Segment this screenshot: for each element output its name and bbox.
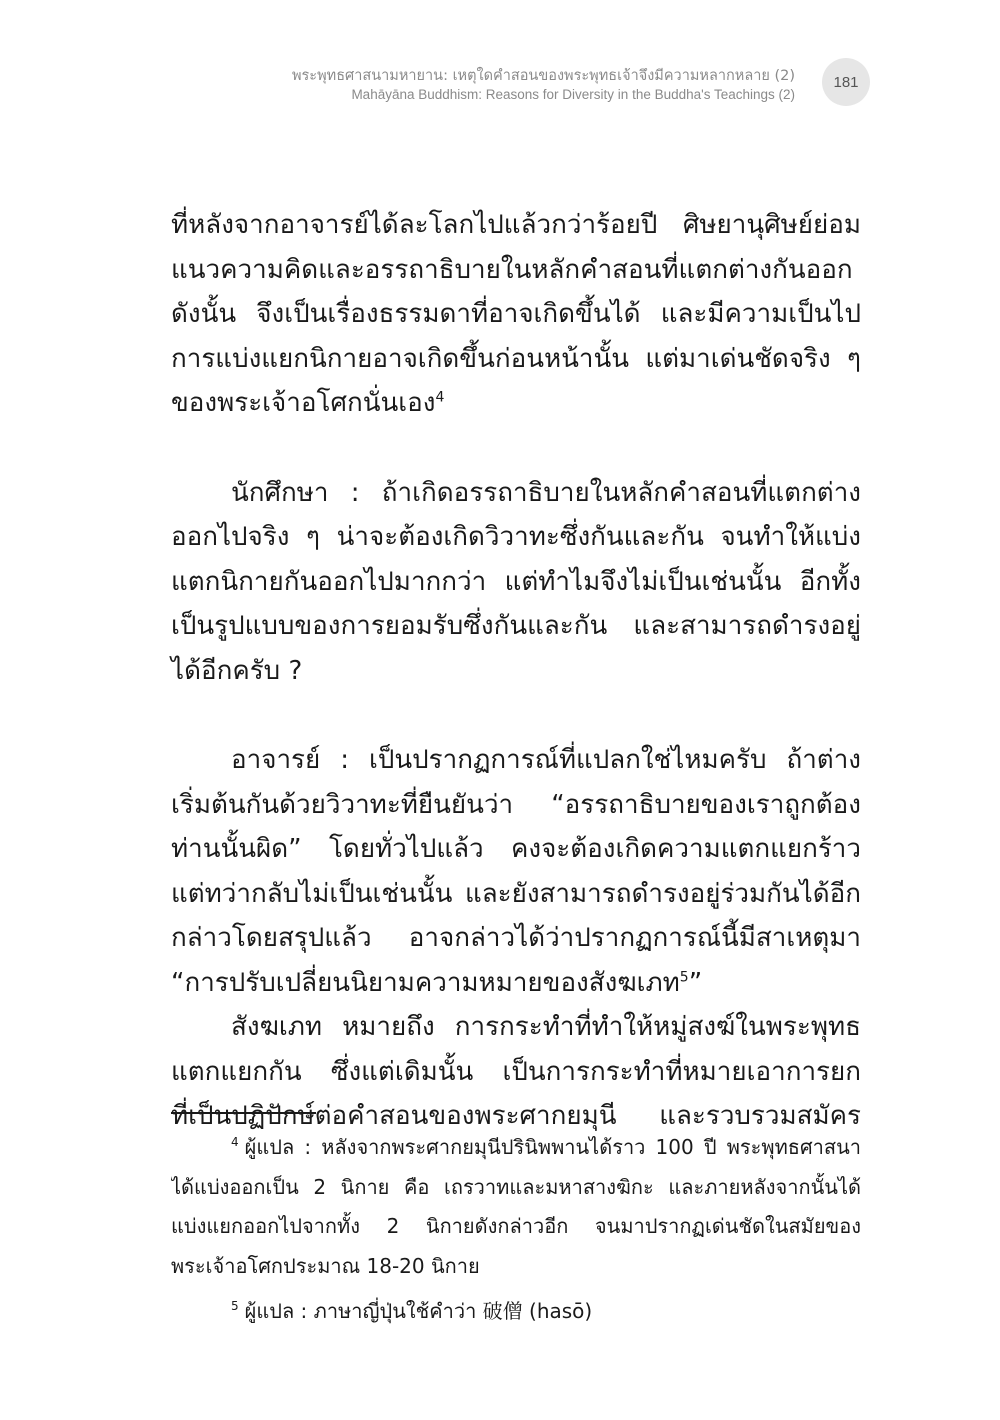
page-number: 181	[833, 73, 859, 91]
page-number-badge	[822, 58, 870, 106]
footnote-line: ได้แบ่งออกเป็น 2 นิกาย คือ เถรวาทและมหาสางฆิกะ และภายหลังจากนั้นได้	[171, 1174, 861, 1199]
paragraph-3	[171, 738, 861, 1005]
running-header-thai: พระพุทธศาสนามหายาน: เหตุใดคำสอนของพระพุทธเจ้าจึงมีความหลากหลาย (2)	[291, 68, 795, 84]
footnote-4	[171, 1128, 861, 1286]
running-header-english: Mahāyāna Buddhism: Reasons for Diversity in the Buddha's Teachings (2)	[351, 87, 795, 102]
text-line: แตกนิกายกันออกไปมากกว่า แต่ทำไมจึงไม่เป็นเช่นนั้น อีกทั้ง	[171, 566, 861, 597]
text-fragment: “การปรับเปลี่ยนนิยามความหมายของสังฆเภท	[171, 967, 680, 998]
footnote-line: แบ่งแยกออกไปจากทั้ง 2 นิกายดังกล่าวอีก จนมาปรากฏเด่นชัดในสมัยของ	[171, 1214, 861, 1238]
footnotes	[171, 1128, 861, 1332]
footnote-4-mark: 4	[231, 1135, 239, 1150]
text-line: การแบ่งแยกนิกายอาจเกิดขึ้นก่อนหน้านั้น แต่มาเด่นชัดจริง ๆ	[171, 343, 861, 374]
text-line: ดังนั้น จึงเป็นเรื่องธรรมดาที่อาจเกิดขึ้นได้ และมีความเป็นไป	[171, 299, 861, 329]
main-body	[171, 203, 861, 1139]
footnote-5-mark: 5	[231, 1299, 239, 1314]
text-fragment: ของพระเจ้าอโศกนั่นเอง	[171, 388, 436, 418]
footnote-line	[171, 1128, 861, 1168]
footnote-line	[171, 1292, 861, 1332]
text-line: สังฆเภท หมายถึง การกระทำที่ทำให้หมู่สงฆ์ในพระพุทธ	[231, 1012, 861, 1042]
paragraph-1	[171, 203, 861, 426]
text-line: ออกไปจริง ๆ น่าจะต้องเกิดวิวาทะซึ่งกันและกัน จนทำให้แบ่ง	[171, 522, 861, 552]
text-line: ที่หลังจากอาจารย์ได้ละโลกไปแล้วกว่าร้อยปี ศิษยานุศิษย์ย่อม	[171, 210, 861, 240]
footnote-5	[171, 1292, 861, 1332]
text-line	[171, 381, 861, 426]
text-line: นักศึกษา : ถ้าเกิดอรรถาธิบายในหลักคำสอนที่แตกต่าง	[231, 477, 861, 508]
paragraph-2	[171, 471, 861, 694]
text-line: ที่เป็นปฏิปักษ์ต่อคำสอนของพระศากยมุนี และรวบรวมสมัคร	[171, 1101, 861, 1131]
footnote-ref-4: 4	[435, 389, 445, 406]
text-line: ได้อีกครับ ?	[171, 655, 303, 686]
text-line: อาจารย์ : เป็นปรากฏการณ์ที่แปลกใช่ไหมครับ ถ้าต่าง	[231, 745, 861, 775]
footnote-ref-5: 5	[679, 968, 689, 985]
running-header	[155, 66, 795, 104]
text-fragment: ผู้แปล : หลังจากพระศากยมุนีปรินิพพานได้ราว 100 ปี พระพุทธศาสนา	[244, 1135, 861, 1159]
text-line: แต่ทว่ากลับไม่เป็นเช่นนั้น และยังสามารถดำรงอยู่ร่วมกันได้อีก	[171, 878, 861, 909]
footnote-line: พระเจ้าอโศกประมาณ 18-20 นิกาย	[171, 1253, 480, 1278]
text-line: เป็นรูปแบบของการยอมรับซึ่งกันและกัน และสามารถดำรงอยู่	[171, 611, 861, 641]
paragraph-4	[171, 1005, 861, 1139]
text-line: ท่านนั้นผิด” โดยทั่วไปแล้ว คงจะต้องเกิดความแตกแยกร้าว	[171, 834, 861, 864]
text-line: แตกแยกกัน ซึ่งแต่เดิมนั้น เป็นการกระทำที่หมายเอาการยก	[171, 1056, 861, 1087]
closing-quote: ”	[688, 967, 703, 998]
text-fragment: ผู้แปล : ภาษาญี่ปุ่นใช้คำว่า 破僧 (hasō)	[244, 1299, 593, 1323]
text-line: แนวความคิดและอรรถาธิบายในหลักคำสอนที่แตกต่างกันออก	[171, 254, 853, 285]
text-line: เริ่มต้นกันด้วยวิวาทะที่ยืนยันว่า “อรรถาธิบายของเราถูกต้อง	[171, 789, 861, 820]
footnote-separator	[171, 1112, 316, 1114]
text-line	[171, 961, 861, 1006]
text-line: กล่าวโดยสรุปแล้ว อาจกล่าวได้ว่าปรากฏการณ์นี้มีสาเหตุมา	[171, 923, 861, 953]
